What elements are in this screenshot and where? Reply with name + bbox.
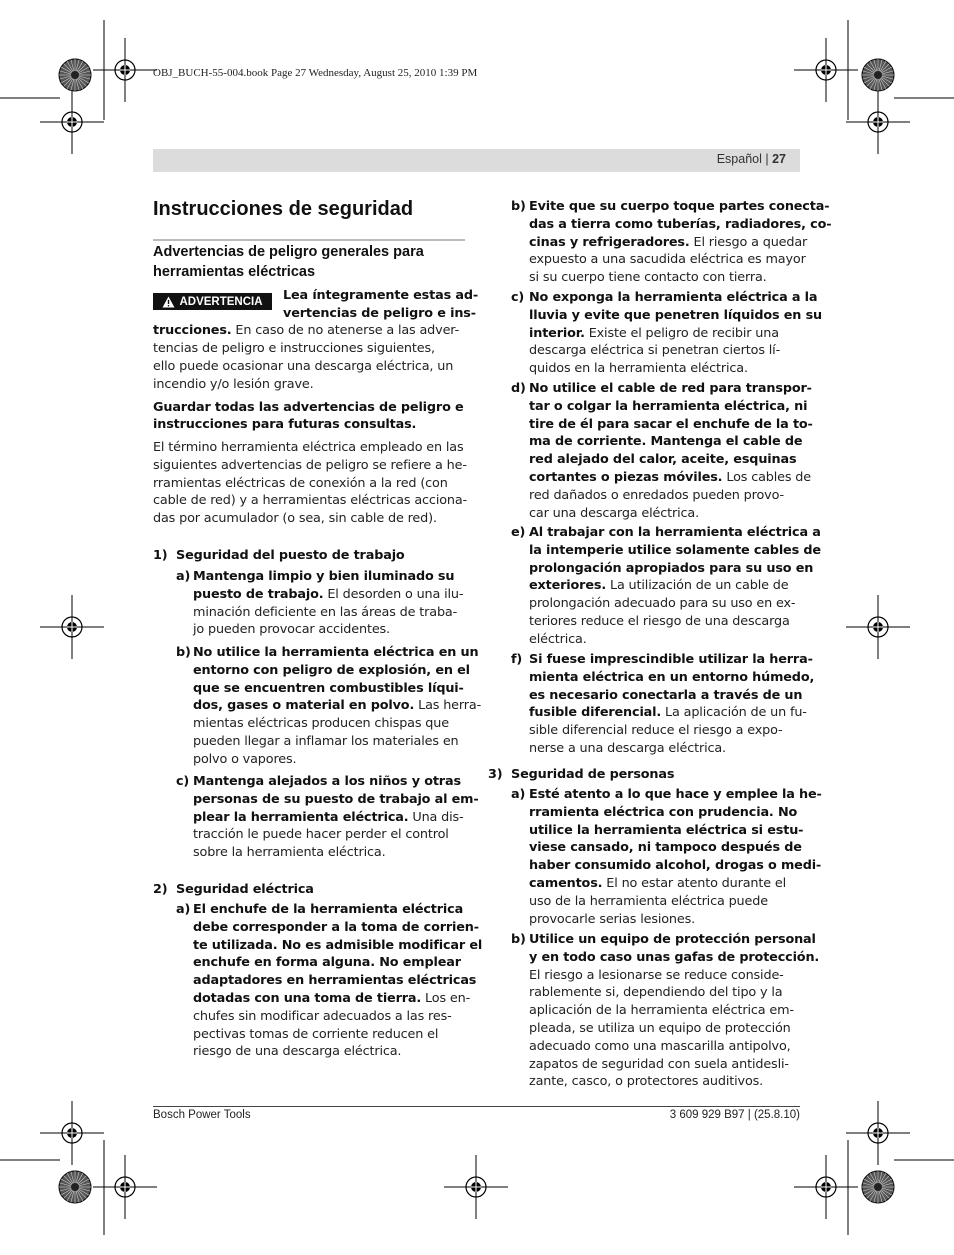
list-item-line: Esté atento a lo que hace y emplee la he-: [529, 787, 822, 802]
keep-note-line-2: instrucciones para futuras consultas.: [153, 417, 417, 432]
list-item-line: tire de él para sacar el enchufe de la to-: [529, 416, 813, 432]
intro-line-1: Lea íntegramente estas ad-: [283, 288, 479, 303]
footer-brand: Bosch Power Tools: [153, 1109, 251, 1121]
intro-line-4: tencias de peligro e instrucciones siguientes,: [153, 341, 435, 356]
list-item-line: Utilice un equipo de protección personal: [529, 932, 816, 947]
list-item-label: e): [511, 525, 526, 540]
list-item-line: adaptadores en herramientas eléctricas: [193, 973, 477, 989]
list-item-label: b): [511, 932, 526, 947]
list-item-line: te utilizada. No es admisible modificar el: [193, 937, 483, 953]
rosette-mark-icon: [862, 59, 894, 91]
list-item-line: enchufe en forma alguna. No emplear: [193, 955, 461, 971]
crosshair-mark-icon: [40, 1101, 104, 1165]
list-item-label: f): [511, 652, 523, 667]
list-item-line: la intemperie utilice solamente cables de: [529, 542, 821, 558]
list-item-line: debe corresponder a la toma de corrien-: [193, 919, 479, 935]
intro-line-5: ello puede ocasionar una descarga eléctrica, un: [153, 359, 454, 374]
list-item-line: No exponga la herramienta eléctrica a la: [529, 290, 818, 305]
list-item-label: b): [176, 645, 191, 660]
list-item-line: El riesgo a lesionarse se reduce conside-: [529, 967, 784, 983]
section-subtitle: Advertencias de peligro generales para herramientas eléctricas: [153, 244, 424, 280]
crosshair-mark-icon: [93, 38, 157, 102]
section-3-number: 3): [488, 767, 503, 782]
term-line: cable de red) y a herramientas eléctricas acciona-: [153, 493, 468, 509]
list-item-line: utilice la herramienta eléctrica si estu-: [529, 822, 804, 838]
list-item-line: dotadas con una toma de tierra. Los en-: [193, 991, 471, 1006]
list-item-line: cinas y refrigeradores. El riesgo a quedar: [529, 234, 808, 250]
list-item-line: viese cansado, ni tampoco después de: [529, 840, 802, 856]
list-item-line: es necesario conectarla a través de un: [529, 687, 803, 703]
list-item-line: mientas eléctricas producen chispas que: [193, 716, 449, 732]
rosette-mark-icon: [59, 1171, 91, 1203]
page-header-text: [717, 152, 786, 166]
list-item-line: red alejado del calor, aceite, esquinas: [529, 452, 797, 468]
list-item-label: c): [176, 774, 190, 789]
list-item-line: y en todo caso unas gafas de protección.: [529, 949, 820, 965]
list-item-label: d): [511, 381, 526, 396]
intro-line-3: trucciones. En caso de no atenerse a las adver-: [153, 323, 460, 338]
list-item-line: nerse a una descarga eléctrica.: [529, 741, 726, 756]
list-item-line: No utilice la herramienta eléctrica en un: [193, 645, 479, 660]
intro-line-2: vertencias de peligro e ins-: [283, 306, 476, 321]
list-item-line: tar o colgar la herramienta eléctrica, ni: [529, 398, 808, 414]
header-language: Español: [716, 152, 762, 166]
list-item-line: prolongación adecuado para su uso en ex-: [529, 596, 796, 612]
list-item-line: das a tierra como tuberías, radiadores, co-: [529, 216, 832, 232]
list-item-line: haber consumido alcohol, drogas o medi-: [529, 858, 822, 874]
list-item-line: aplicación de la herramienta eléctrica em-: [529, 1003, 794, 1019]
header-page-number: 27: [772, 152, 786, 166]
list-item-line: jo pueden provocar accidentes.: [193, 622, 390, 638]
list-item-line: pueden llegar a inflamar los materiales en: [193, 734, 459, 749]
list-item-label: b): [511, 199, 526, 214]
term-line: das por acumulador (o sea, sin cable de red).: [153, 511, 437, 527]
list-item-line: mienta eléctrica en un entorno húmedo,: [529, 669, 815, 685]
list-item-line: minación deficiente en las áreas de traba-: [193, 604, 458, 620]
list-item-line: exteriores. La utilización de un cable de: [529, 578, 789, 594]
list-item-line: sobre la herramienta eléctrica.: [193, 845, 386, 861]
list-item-line: prolongación apropiados para su uso en: [529, 560, 814, 576]
list-item-line: zapatos de seguridad con suela antidesli-: [529, 1056, 789, 1072]
title-divider: [153, 239, 465, 241]
page-title: Instrucciones de seguridad: [153, 198, 414, 220]
list-item-line: riesgo de una descarga eléctrica.: [193, 1044, 402, 1060]
list-item-line: Mantenga alejados a los niños y otras: [193, 774, 461, 789]
crosshair-mark-icon: [40, 90, 104, 154]
list-item-line: fusible diferencial. La aplicación de un fu-: [529, 705, 807, 721]
rosette-mark-icon: [59, 59, 91, 91]
list-item-line: adecuado como una mascarilla antipolvo,: [529, 1038, 791, 1054]
list-item-line: sible diferencial reduce el riesgo a expo-: [529, 723, 783, 739]
header-separator: |: [761, 152, 773, 166]
list-item-line: cortantes o piezas móviles. Los cables de: [529, 470, 812, 485]
list-item-line: expuesto a una sacudida eléctrica es mayor: [529, 252, 806, 268]
list-item-line: quidos en la herramienta eléctrica.: [529, 361, 748, 377]
list-item-line: entorno con peligro de explosión, en el: [193, 662, 470, 678]
list-item-label: a): [176, 902, 191, 917]
list-item-line: rramienta eléctrica con prudencia. No: [529, 804, 798, 820]
list-item-line: descarga eléctrica si penetran ciertos lí-: [529, 343, 781, 359]
footer-doc-code: 3 609 929 B97 | (25.8.10): [669, 1109, 800, 1121]
printer-slug: OBJ_BUCH-55-004.book Page 27 Wednesday, August 25, 2010 1:39 PM: [153, 67, 478, 79]
list-item-line: dos, gases o material en polvo. Las herra-: [193, 698, 482, 714]
list-item-line: polvo o vapores.: [193, 751, 297, 767]
term-line: El término herramienta eléctrica empleado en las: [153, 440, 464, 455]
list-item-line: Si fuese imprescindible utilizar la herra-: [529, 652, 813, 667]
crosshair-mark-icon: [846, 595, 910, 659]
crosshair-mark-icon: [40, 595, 104, 659]
list-item-line: rablemente si, dependiendo del tipo y la: [529, 985, 783, 1001]
section-1-title: Seguridad del puesto de trabajo: [176, 548, 405, 563]
list-item-line: Evite que su cuerpo toque partes conecta-: [529, 199, 830, 214]
list-item-line: uso de la herramienta eléctrica puede: [529, 893, 768, 909]
section-1-number: 1): [153, 548, 168, 563]
list-item-line: provocarle serias lesiones.: [529, 911, 696, 927]
footer-divider: [153, 1106, 800, 1107]
list-item-line: No utilice el cable de red para transpor-: [529, 381, 812, 396]
intro-line-6: incendio y/o lesión grave.: [153, 377, 314, 392]
crosshair-mark-icon: [93, 1155, 157, 1219]
warning-badge-label: ADVERTENCIA: [179, 295, 263, 308]
list-item-line: Mantenga limpio y bien iluminado su: [193, 569, 455, 584]
section-2-title: Seguridad eléctrica: [176, 882, 314, 897]
term-line: rramientas eléctricas de conexión a la red (con: [153, 475, 448, 491]
list-item-line: personas de su puesto de trabajo al em-: [193, 791, 479, 807]
warning-triangle-icon: [162, 296, 175, 308]
page-header-bar: [153, 149, 800, 172]
list-item-line: que se encuentren combustibles líqui-: [193, 680, 464, 696]
section-2-number: 2): [153, 882, 168, 897]
list-item-line: eléctrica.: [529, 631, 587, 647]
list-item-line: El enchufe de la herramienta eléctrica: [193, 902, 464, 917]
list-item-line: Al trabajar con la herramienta eléctrica a: [529, 525, 821, 540]
warning-badge: [153, 293, 272, 310]
list-item-line: lluvia y evite que penetren líquidos en su: [529, 307, 822, 323]
crosshair-mark-icon: [846, 1101, 910, 1165]
list-item-line: camentos. El no estar atento durante el: [529, 876, 786, 891]
crosshair-mark-icon: [444, 1155, 508, 1219]
list-item-line: chufes sin modificar adecuados a las res-: [193, 1008, 452, 1024]
list-item-line: teriores reduce el riesgo de una descarga: [529, 614, 790, 629]
list-item-label: a): [176, 569, 191, 584]
list-item-label: a): [511, 787, 526, 802]
list-item-line: zante, casco, o protectores auditivos.: [529, 1074, 764, 1090]
rosette-mark-icon: [862, 1171, 894, 1203]
list-item-line: si su cuerpo tiene contacto con tierra.: [529, 270, 767, 286]
list-item-line: pleada, se utiliza un equipo de protección: [529, 1021, 791, 1036]
list-item-line: red dañados o enredados pueden provo-: [529, 487, 784, 503]
list-item-line: ma de corriente. Mantenga el cable de: [529, 434, 803, 450]
term-line: siguientes advertencias de peligro se refiere a he-: [153, 457, 467, 473]
crosshair-mark-icon: [846, 90, 910, 154]
list-item-line: interior. Existe el peligro de recibir una: [529, 325, 779, 341]
keep-note-line-1: Guardar todas las advertencias de peligro e: [153, 400, 464, 415]
list-item-line: car una descarga eléctrica.: [529, 505, 700, 521]
list-item-line: pectivas tomas de corriente reducen el: [193, 1026, 439, 1042]
list-item-line: puesto de trabajo. El desorden o una ilu-: [193, 586, 464, 602]
section-3-title: Seguridad de personas: [511, 767, 675, 782]
list-item-line: plear la herramienta eléctrica. Una dis-: [193, 809, 464, 825]
list-item-label: c): [511, 290, 525, 305]
list-item-line: tracción le puede hacer perder el control: [193, 827, 449, 843]
